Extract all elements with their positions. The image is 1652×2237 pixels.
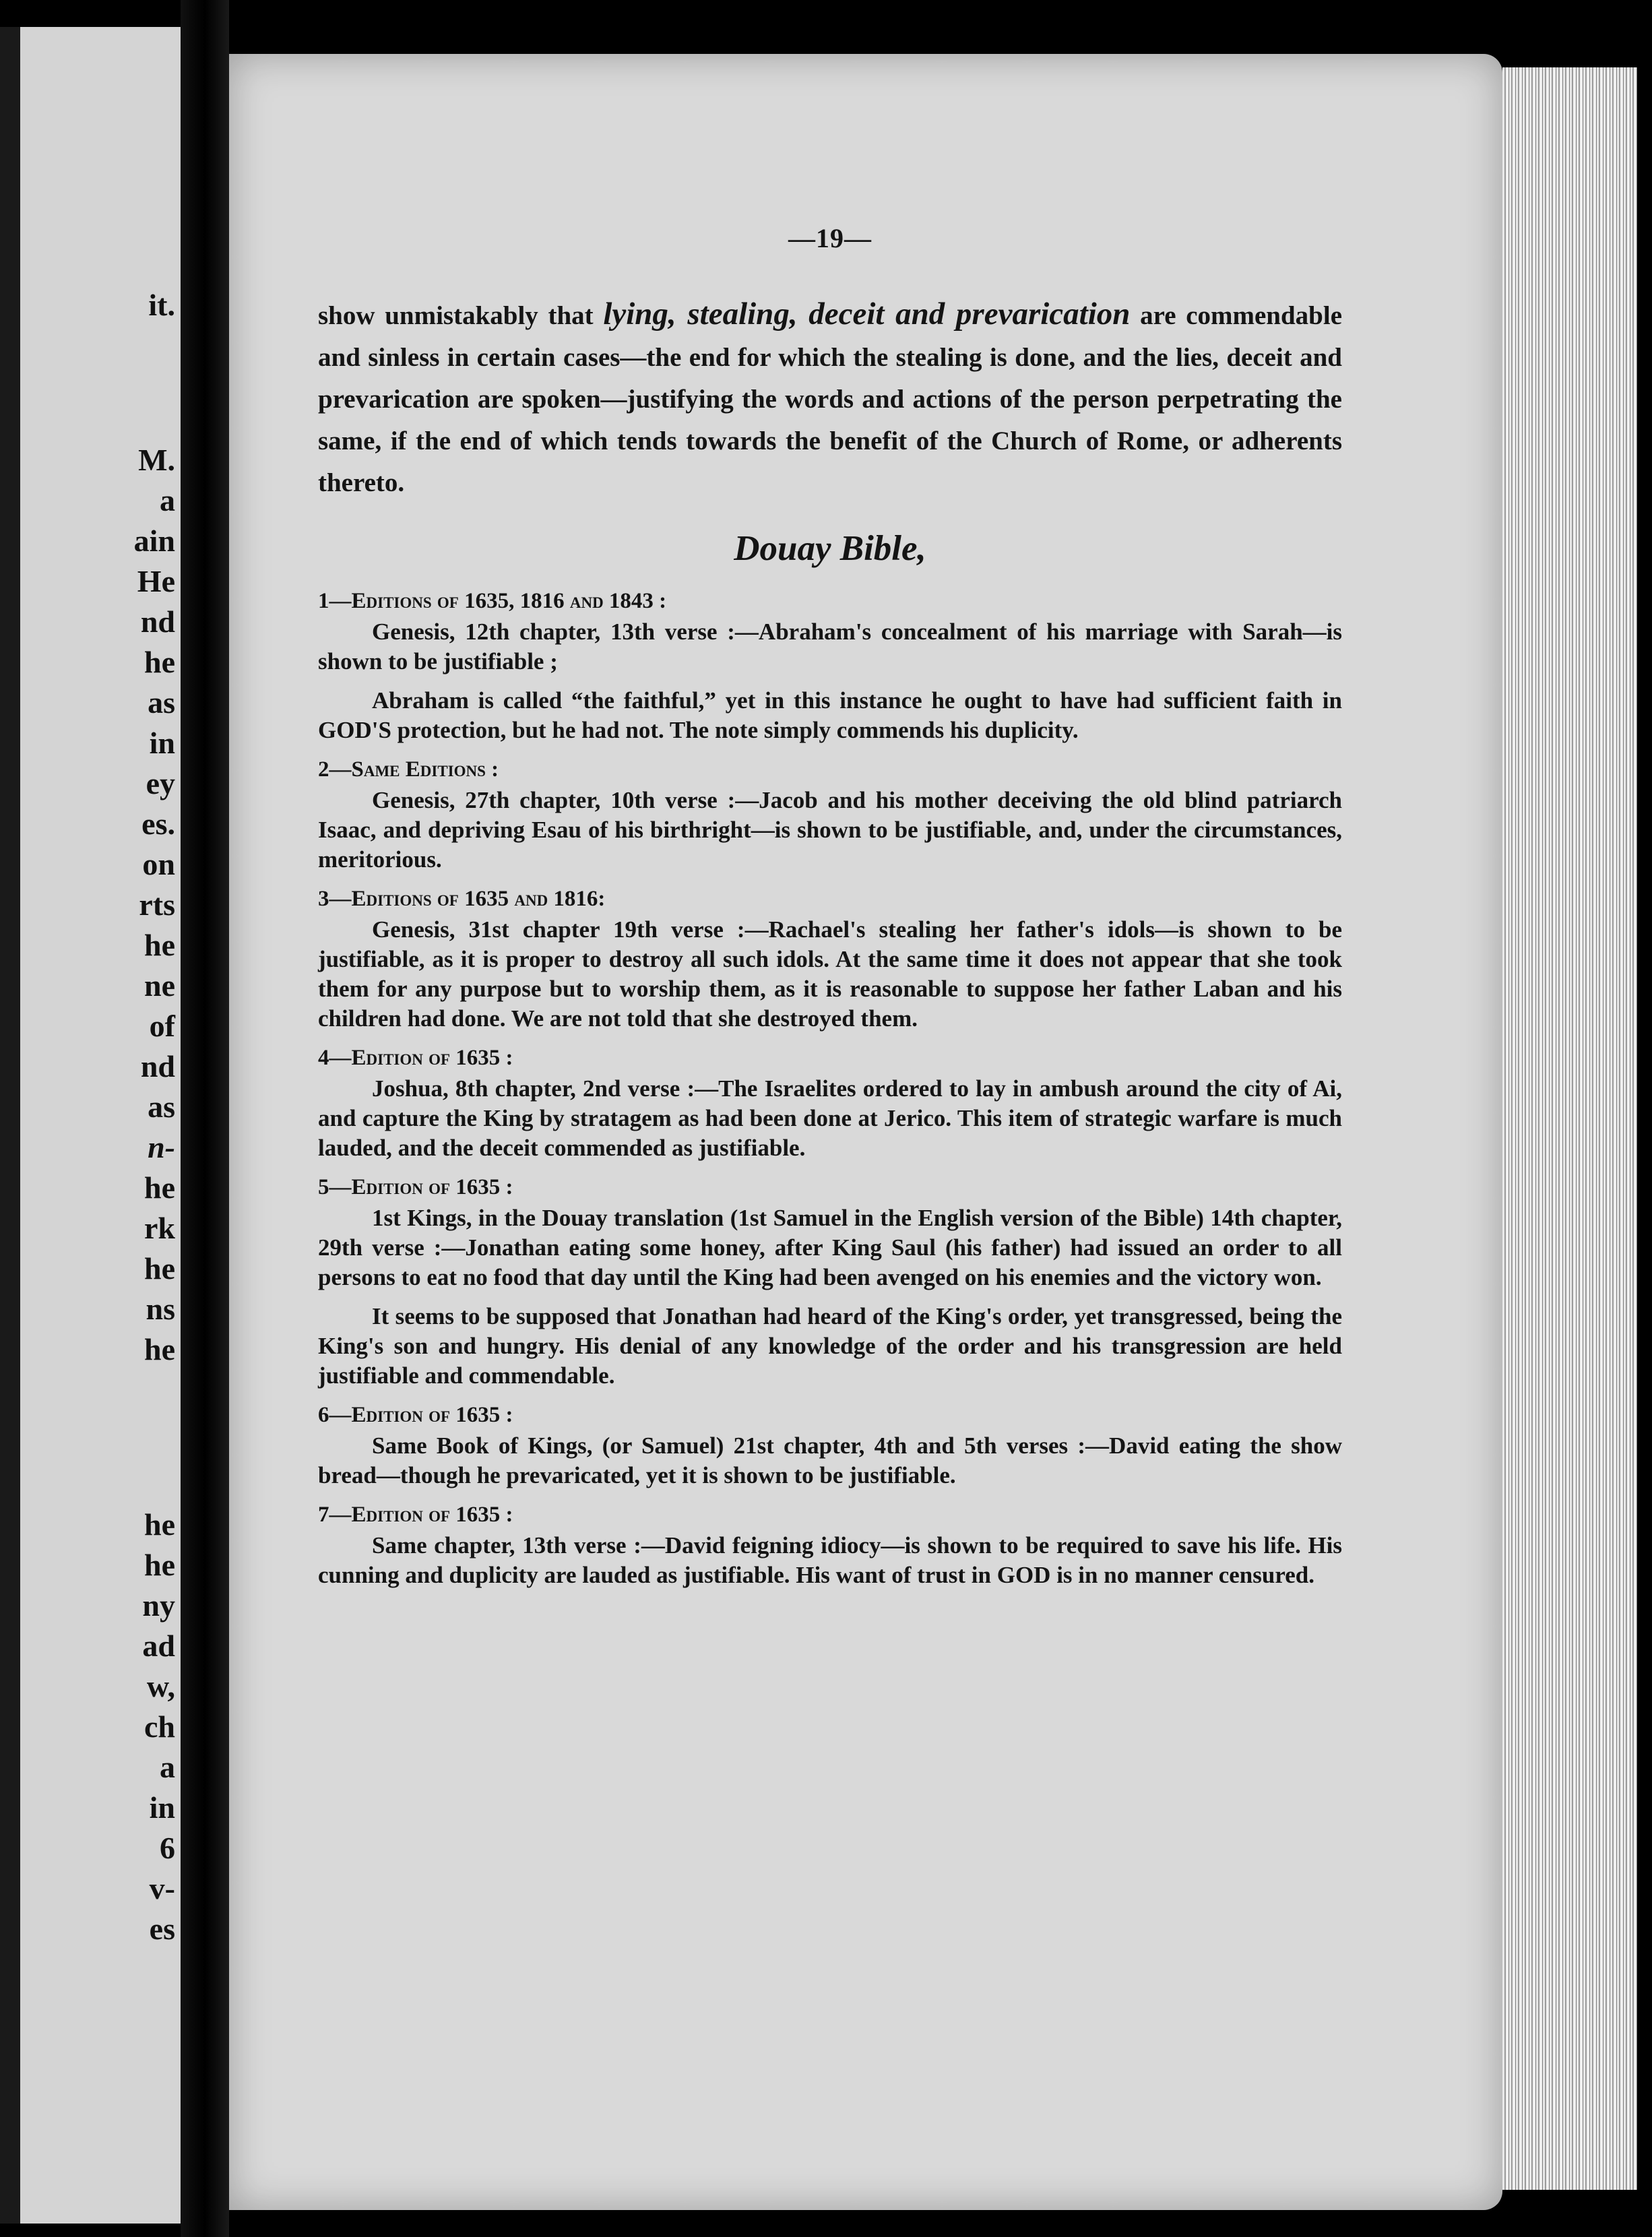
facing-page-fragment: he — [144, 1251, 175, 1286]
entry-number: 5— — [318, 1175, 352, 1199]
facing-page-fragment: he — [144, 1507, 175, 1542]
facing-page-fragment: ne — [144, 968, 175, 1003]
page-number: —19— — [788, 223, 872, 253]
bible-entry — [318, 1043, 1342, 1163]
facing-page-fragment: es. — [141, 807, 175, 841]
facing-page-fragment: he — [144, 928, 175, 962]
facing-page-fragment: es — [149, 1912, 175, 1946]
entry-edition-label: Edition of 1635 : — [351, 1046, 513, 1070]
bible-entry — [318, 1172, 1342, 1391]
facing-page-fragment: rk — [144, 1211, 175, 1245]
bible-entry — [318, 1500, 1342, 1590]
page-stack-edges — [1502, 67, 1637, 2190]
facing-page-fragment: ain — [133, 524, 175, 558]
facing-page-edge — [0, 27, 20, 2224]
entry-heading — [318, 1172, 1342, 1202]
facing-page-fragment: ad — [142, 1629, 175, 1663]
entry-heading — [318, 1500, 1342, 1530]
facing-page-fragment: he — [144, 1332, 175, 1366]
entry-heading — [318, 1043, 1342, 1073]
entry-paragraph: Genesis, 31st chapter 19th verse :—Rachael's stealing her father's idols—is shown to be justifiable, as it is proper to destroy all such idols. At the same time it does not appear that she took them for any purpose but to worship them, as it is reasonable to suppose her father Laban and his children had done. We are not told that she destroyed them. — [318, 916, 1342, 1032]
entry-number: 6— — [318, 1403, 352, 1427]
entry-number: 7— — [318, 1503, 352, 1527]
entry-heading — [318, 1400, 1342, 1430]
intro-rest: are commendable and sinless in certain cases—the end for which the stealing is done, and the lies, deceit and prevarication are spoken—justifying the words and actions of the person perpetrating the same, if the end of which tends towards the benefit of the Church of Rome, or adherents thereto. — [318, 301, 1342, 497]
entry-paragraph: Joshua, 8th chapter, 2nd verse :—The Israelites ordered to lay in ambush around the city of Ai, and capture the King by stratagem as had been done at Jerico. This item of strategic warfare is much lauded, and the deceit commended as justifiable. — [318, 1075, 1342, 1161]
facing-page-fragment: w, — [146, 1669, 175, 1703]
entry-edition-label: Edition of 1635 : — [351, 1503, 513, 1527]
facing-page-fragment: he — [144, 1170, 175, 1205]
bible-entry — [318, 755, 1342, 875]
section-title: Douay Bible, — [734, 529, 926, 568]
entries-list — [318, 586, 1342, 1590]
entry-paragraph: It seems to be supposed that Jonathan had heard of the King's order, yet transgressed, being the King's son and hungry. His denial of any knowledge of the order and his transgression are held justifiable and commendable. — [318, 1303, 1342, 1389]
entry-paragraph: Genesis, 27th chapter, 10th verse :—Jacob and his mother deceiving the old blind patriarch Isaac, and depriving Esau of his birthright—is shown to be justifiable, and, under the circumstances, meritorious. — [318, 787, 1342, 873]
facing-page-fragment: it. — [148, 288, 175, 322]
entry-number: 3— — [318, 887, 352, 911]
facing-page-fragment: he — [144, 1548, 175, 1582]
entry-edition-label: Edition of 1635 : — [351, 1403, 513, 1427]
facing-page-fragment: ch — [144, 1709, 175, 1744]
facing-page-fragment: nd — [140, 604, 175, 639]
entry-paragraph: Genesis, 12th chapter, 13th verse :—Abraham's concealment of his marriage with Sarah—is shown to be justifiable ; — [318, 619, 1342, 674]
facing-page-fragment: a — [160, 483, 175, 517]
facing-page-fragment: of — [149, 1009, 175, 1043]
entry-number: 2— — [318, 757, 352, 782]
entry-edition-label: Editions of 1635, 1816 and 1843 : — [351, 589, 667, 613]
facing-page-fragment: ny — [142, 1588, 175, 1622]
facing-page-fragment: ey — [146, 766, 175, 800]
facing-page-fragment: as — [148, 1090, 175, 1124]
facing-page-fragment: in — [149, 1790, 175, 1825]
facing-page-fragment: as — [148, 685, 175, 720]
bible-entry — [318, 884, 1342, 1034]
book-gutter — [181, 0, 229, 2237]
intro-emphasis: lying, stealing, deceit and prevarication — [603, 296, 1131, 332]
facing-page-fragment: 6 — [160, 1831, 175, 1865]
bible-entry — [318, 1400, 1342, 1490]
facing-page-fragment: nd — [140, 1049, 175, 1083]
entry-heading — [318, 586, 1342, 616]
entry-edition-label: Edition of 1635 : — [351, 1175, 513, 1199]
intro-lead: show unmistakably that — [318, 301, 604, 330]
entry-paragraph: 1st Kings, in the Douay translation (1st Samuel in the English version of the Bible) 14th chapter, 29th verse :—Jonathan eating some honey, after King Saul (his father) had issued an order to all persons to eat no food that day until the King had been avenged on his enemies and the victory won. — [318, 1205, 1342, 1290]
entry-edition-label: Same Editions : — [351, 757, 499, 782]
entry-number: 4— — [318, 1046, 352, 1070]
entry-number: 1— — [318, 589, 352, 613]
facing-page-fragment: on — [142, 847, 175, 881]
facing-page-fragment: in — [149, 726, 175, 760]
facing-page-fragment: he — [144, 645, 175, 679]
entry-paragraph: Same chapter, 13th verse :—David feigning idiocy—is shown to be required to save his life. His cunning and duplicity are lauded as justifiable. His want of trust in GOD is in no manner censured. — [318, 1532, 1342, 1588]
entry-paragraph: Abraham is called “the faithful,” yet in this instance he ought to have had sufficient faith in GOD'S protection, but he had not. The note simply commends his duplicity. — [318, 687, 1342, 743]
facing-page-fragment: He — [137, 564, 175, 598]
entry-heading — [318, 884, 1342, 914]
page-content — [318, 222, 1342, 1600]
entry-edition-label: Editions of 1635 and 1816: — [351, 887, 606, 911]
intro-paragraph — [318, 293, 1342, 504]
bible-entry — [318, 586, 1342, 745]
facing-page-fragment: a — [160, 1750, 175, 1784]
facing-page-fragment: ns — [146, 1292, 175, 1326]
facing-page-fragment: n- — [148, 1130, 175, 1164]
entry-heading — [318, 755, 1342, 784]
facing-page-fragment: M. — [138, 443, 175, 477]
facing-page-fragment: rts — [139, 887, 175, 922]
facing-page-fragment: v- — [149, 1871, 175, 1905]
entry-paragraph: Same Book of Kings, (or Samuel) 21st chapter, 4th and 5th verses :—David eating the show bread—though he prevaricated, yet it is shown to be justifiable. — [318, 1432, 1342, 1488]
